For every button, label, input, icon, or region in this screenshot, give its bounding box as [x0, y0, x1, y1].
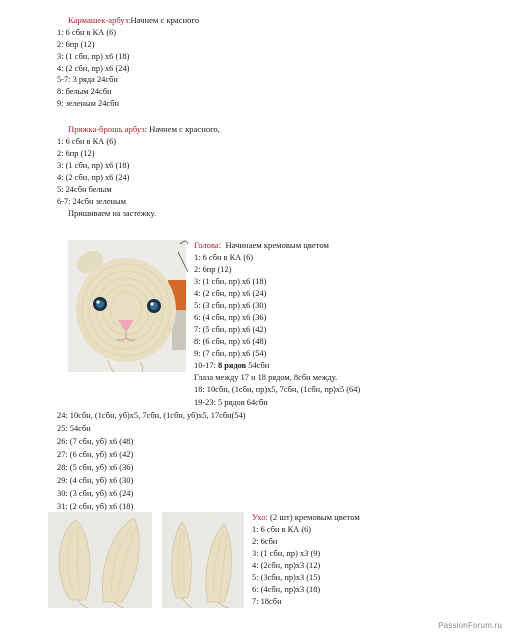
- ear-title: Ухо:: [252, 512, 268, 522]
- brooch-row: 4: (2 сбн, пр) х6 (24): [57, 173, 130, 182]
- row-bold: 8 рядов: [217, 361, 247, 370]
- pocket-row: 5-7: 3 ряда 24сбн: [57, 75, 118, 84]
- brooch-row: 2: 6пр (12): [57, 149, 95, 158]
- brooch-heading: [68, 124, 220, 134]
- ear-row: 4: (2сбн, пр)х3 (12): [252, 561, 321, 570]
- pocket-row: 9: зеленым 24сбн: [57, 99, 119, 108]
- ears-illustration-1: [48, 512, 152, 608]
- pocket-heading: [68, 15, 199, 25]
- head-row: 4: (2 сбн, пр) х6 (24): [194, 289, 267, 298]
- head-title: Голова:: [194, 240, 222, 250]
- brooch-row: 1: 6 сбн в КА (6): [57, 137, 117, 146]
- ear-row: 2: 6сбн: [252, 537, 278, 546]
- row-suffix: 54сбн: [246, 361, 270, 370]
- ear-row: 6: (4сбн, пр)х3 (18): [252, 585, 321, 594]
- ears-illustration-2: [162, 512, 244, 608]
- head-row: 24: 10сбн, (1сбн, уб)х5, 7сбн, (1сбн, уб)х5, 17сбн(54): [57, 411, 246, 420]
- brooch-row: 6-7: 24сбн зеленым: [57, 197, 126, 206]
- head-row-10-17: [194, 361, 269, 371]
- head-row: 31: (2 сбн, уб) х6 (18): [57, 502, 134, 511]
- bunny-head-photo: [68, 240, 186, 372]
- ear-row: 7: 18сбн: [252, 597, 282, 606]
- head-row: 5: (3 сбн, пр) х6 (30): [194, 301, 267, 310]
- ear-row: 1: 6 сбн в КА (6): [252, 525, 312, 534]
- ear-subtitle: (2 шт) кремовым цветом: [267, 512, 360, 522]
- brooch-title: Пряжка-брошь арбуз:: [68, 124, 148, 134]
- head-row: 7: (5 сбн, пр) х6 (42): [194, 325, 267, 334]
- ears-photo-2: [162, 512, 244, 608]
- head-row: 2: 6пр (12): [194, 265, 232, 274]
- brooch-row: 5: 24сбн белым: [57, 185, 112, 194]
- pocket-row: 3: (1 сбн, пр) х6 (18): [57, 52, 130, 61]
- eyes-note: Глаза между 17 и 18 рядом, 8сбн между.: [194, 373, 338, 382]
- head-row: 28: (5 сбн, уб) х6 (36): [57, 463, 134, 472]
- head-row: 8: (6 сбн, пр) х6 (48): [194, 337, 267, 346]
- head-row: 30: (3 сбн, уб) х6 (24): [57, 489, 134, 498]
- ear-row: 5: (3сбн, пр)х3 (15): [252, 573, 321, 582]
- head-row: 1: 6 сбн в КА (6): [194, 253, 254, 262]
- ears-photo-1: [48, 512, 152, 608]
- head-row: 25: 54сбн: [57, 424, 91, 433]
- head-row: 26: (7 сбн, уб) х6 (48): [57, 437, 134, 446]
- pocket-row: 4: (2 сбн, пр) х6 (24): [57, 64, 130, 73]
- pocket-title: Кармашек-арбуз:: [68, 15, 131, 25]
- brooch-row: 3: (1 сбн, пр) х6 (18): [57, 161, 130, 170]
- ear-row: 3: (1 сбн, пр) х3 (9): [252, 549, 321, 558]
- row-prefix: 10-17:: [194, 361, 218, 370]
- pointer-lines: [176, 236, 192, 276]
- pocket-row: 8: белым 24сбн: [57, 87, 112, 96]
- head-row: 9: (7 сбн, пр) х6 (54): [194, 349, 267, 358]
- head-row-19-23: 19-23: 5 рядов 64сбн: [194, 398, 268, 407]
- bunny-head-illustration: [68, 240, 186, 372]
- brooch-subtitle: Начнем с красного,: [147, 124, 220, 134]
- brooch-note: Пришиваем на застежку.: [68, 209, 156, 218]
- head-row: 3: (1 сбн, пр) х6 (18): [194, 277, 267, 286]
- head-subtitle: Начинаем кремовым цветом: [225, 240, 329, 250]
- watermark: PassionForum.ru: [438, 621, 502, 630]
- pocket-row: 1: 6 сбн в КА (6): [57, 28, 117, 37]
- pocket-row: 2: 6пр (12): [57, 40, 95, 49]
- ear-heading: [252, 512, 360, 522]
- head-heading: [194, 240, 329, 250]
- pocket-subtitle: Начнем с красного: [130, 15, 200, 25]
- head-row-18: 18: 10сбн, (1сбн, пр)х5, 7сбн, (1сбн, пр)х5 (64): [194, 385, 361, 394]
- head-row: 29: (4 сбн, уб) х6 (30): [57, 476, 134, 485]
- head-row: 6: (4 сбн, пр) х6 (36): [194, 313, 267, 322]
- head-row: 27: (6 сбн, уб) х6 (42): [57, 450, 134, 459]
